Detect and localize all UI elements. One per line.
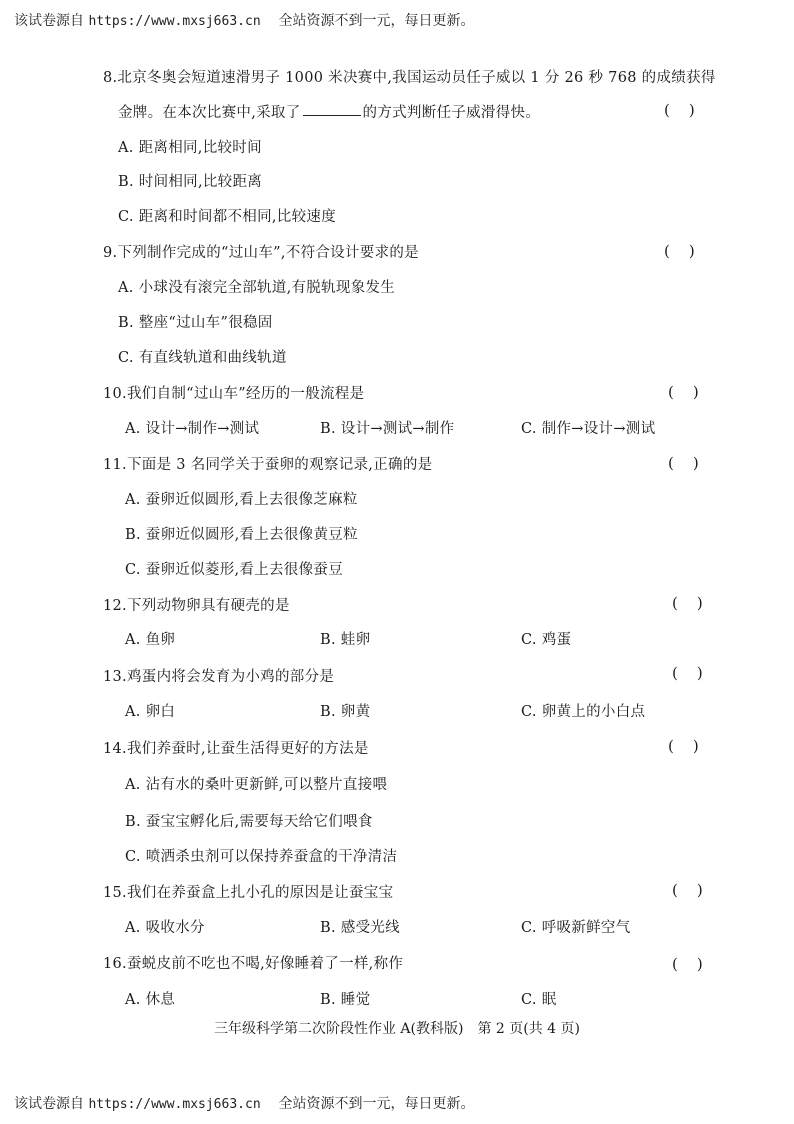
source-banner-bottom <box>14 1093 474 1113</box>
option-a: A. 卵白 <box>125 704 176 720</box>
option-a: A. 休息 <box>125 992 176 1008</box>
option-c: C. 眠 <box>521 992 557 1008</box>
question-text: 金牌。在本次比赛中,采取了 <box>118 105 301 121</box>
question-number: 13. <box>103 669 127 685</box>
option-b: B. 蚕卵近似圆形,看上去很像黄豆粒 <box>125 527 358 543</box>
answer-bracket-q13[interactable]: ( ) <box>672 664 703 682</box>
question-number: 15. <box>103 885 127 901</box>
question-number: 14. <box>103 741 127 757</box>
answer-bracket-q8[interactable]: ( ) <box>664 101 695 119</box>
question-text: 下列制作完成的“过山车”,不符合设计要求的是 <box>117 245 419 261</box>
banner-label: 该试卷源自 <box>14 1096 84 1112</box>
question-number: 10. <box>103 386 127 402</box>
question-13-stem <box>103 665 334 686</box>
question-text: 我们养蚕时,让蚕生活得更好的方法是 <box>126 741 369 757</box>
question-8-stem-line2 <box>118 101 540 122</box>
option-a: A. 沾有水的桑叶更新鲜,可以整片直接喂 <box>125 777 388 793</box>
question-16-stem <box>103 952 403 973</box>
answer-bracket-q9[interactable]: ( ) <box>664 242 695 260</box>
banner-slogan: 全站资源不到一元，每日更新。 <box>278 13 475 29</box>
option-b: B. 时间相同,比较距离 <box>118 174 263 190</box>
question-text: 我们自制“过山车”经历的一般流程是 <box>126 386 365 402</box>
question-text: 北京冬奥会短道速滑男子 1000 米决赛中,我国运动员任子威以 1 分 26 秒 768 的成绩获得 <box>117 70 716 86</box>
banner-url-link[interactable]: https://www.mxsj663.cn <box>88 14 261 29</box>
option-a: A. 距离相同,比较时间 <box>118 140 262 156</box>
question-12-stem <box>103 594 290 615</box>
option-b: B. 设计→测试→制作 <box>320 421 455 437</box>
option-c: C. 卵黄上的小白点 <box>521 704 646 720</box>
question-number: 9. <box>103 245 118 261</box>
question-text: 鸡蛋内将会发育为小鸡的部分是 <box>126 669 335 685</box>
question-9-stem <box>103 241 419 262</box>
question-11-stem <box>103 453 432 474</box>
answer-bracket-q10[interactable]: ( ) <box>668 383 699 401</box>
option-c: C. 喷洒杀虫剂可以保持养蚕盒的干净清洁 <box>125 849 398 865</box>
question-number: 16. <box>103 956 127 972</box>
question-number: 8. <box>103 70 118 86</box>
page-footer: 三年级科学第二次阶段性作业 A(教科版) 第 2 页(共 4 页) <box>213 1021 581 1037</box>
option-c: C. 鸡蛋 <box>521 632 572 648</box>
question-text: 下列动物卵具有硬壳的是 <box>126 598 290 614</box>
question-text: 我们在养蚕盒上扎小孔的原因是让蚕宝宝 <box>126 885 394 901</box>
fill-in-blank[interactable] <box>303 114 361 116</box>
option-a: A. 设计→制作→测试 <box>125 421 260 437</box>
option-a: A. 蚕卵近似圆形,看上去很像芝麻粒 <box>125 492 358 508</box>
question-15-stem <box>103 881 393 902</box>
question-10-stem <box>103 382 364 403</box>
option-b: B. 蛙卵 <box>320 632 371 648</box>
option-c: C. 有直线轨道和曲线轨道 <box>118 350 287 366</box>
banner-slogan: 全站资源不到一元，每日更新。 <box>278 1096 475 1112</box>
option-b: B. 整座“过山车”很稳固 <box>118 315 273 331</box>
option-a: A. 小球没有滚完全部轨道,有脱轨现象发生 <box>118 280 396 296</box>
option-c: C. 距离和时间都不相同,比较速度 <box>118 209 337 225</box>
option-a: A. 吸收水分 <box>125 920 205 936</box>
banner-url-link[interactable]: https://www.mxsj663.cn <box>88 1097 261 1112</box>
answer-bracket-q11[interactable]: ( ) <box>668 454 699 472</box>
question-number: 11. <box>103 457 127 473</box>
question-text: 下面是 3 名同学关于蚕卵的观察记录,正确的是 <box>126 457 433 473</box>
answer-bracket-q16[interactable]: ( ) <box>672 955 703 973</box>
question-text: 的方式判断任子威滑得快。 <box>362 105 541 121</box>
option-b: B. 睡觉 <box>320 992 371 1008</box>
banner-label: 该试卷源自 <box>14 13 84 29</box>
source-banner-top <box>14 10 474 30</box>
option-c: C. 蚕卵近似菱形,看上去很像蚕豆 <box>125 562 344 578</box>
option-b: B. 蚕宝宝孵化后,需要每天给它们喂食 <box>125 814 373 830</box>
question-text: 蚕蜕皮前不吃也不喝,好像睡着了一样,称作 <box>126 956 404 972</box>
answer-bracket-q12[interactable]: ( ) <box>672 594 703 612</box>
option-b: B. 卵黄 <box>320 704 371 720</box>
answer-bracket-q14[interactable]: ( ) <box>668 737 699 755</box>
question-number: 12. <box>103 598 127 614</box>
option-c: C. 呼吸新鲜空气 <box>521 920 631 936</box>
question-14-stem <box>103 737 369 758</box>
option-c: C. 制作→设计→测试 <box>521 421 656 437</box>
question-8-stem-line1 <box>103 66 716 87</box>
option-b: B. 感受光线 <box>320 920 400 936</box>
answer-bracket-q15[interactable]: ( ) <box>672 881 703 899</box>
option-a: A. 鱼卵 <box>125 632 176 648</box>
